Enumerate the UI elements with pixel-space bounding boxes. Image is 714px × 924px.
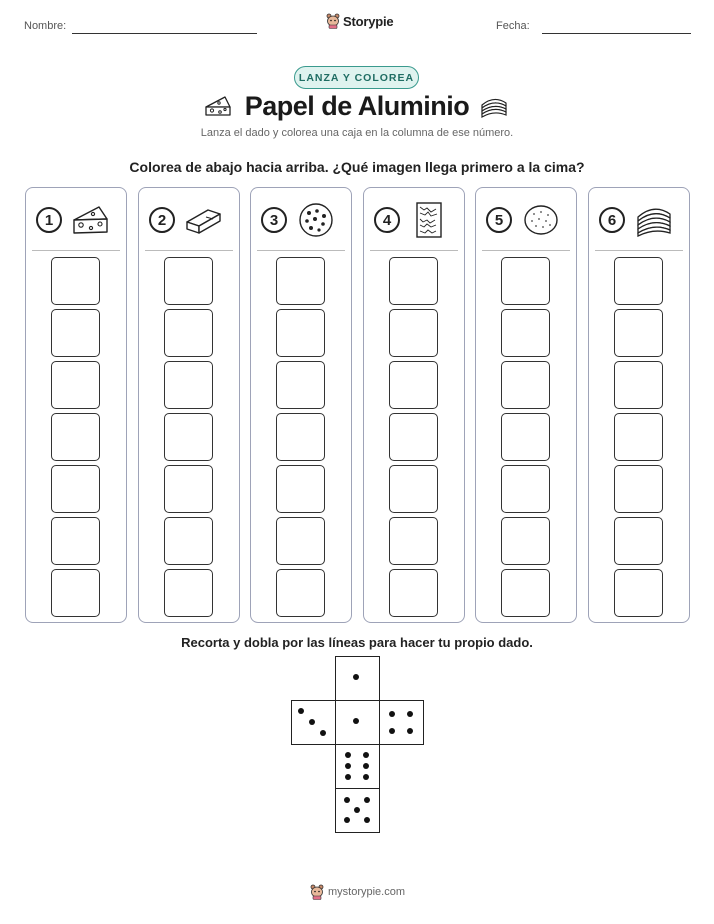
column-3 <box>250 187 352 623</box>
column-divider <box>32 250 120 251</box>
die-pip <box>344 817 350 823</box>
color-box[interactable] <box>501 309 550 357</box>
brand-name: Storypie <box>343 13 394 29</box>
storypie-mascot-icon <box>310 884 324 900</box>
color-box[interactable] <box>51 569 100 617</box>
column-number: 2 <box>149 207 175 233</box>
color-box[interactable] <box>276 257 325 305</box>
die-face-1 <box>335 656 380 701</box>
color-box[interactable] <box>276 413 325 461</box>
column-number: 3 <box>261 207 287 233</box>
storypie-mascot-icon <box>326 13 340 29</box>
color-box[interactable] <box>614 517 663 565</box>
cheese-icon <box>71 202 111 238</box>
die-pip <box>363 752 369 758</box>
color-box[interactable] <box>276 465 325 513</box>
name-line <box>72 33 257 34</box>
die-pip <box>363 763 369 769</box>
color-box[interactable] <box>164 257 213 305</box>
color-box[interactable] <box>389 413 438 461</box>
color-box[interactable] <box>164 517 213 565</box>
column-number: 5 <box>486 207 512 233</box>
column-divider <box>257 250 345 251</box>
date-line <box>542 33 691 34</box>
subtitle: Lanza el dado y colorea una caja en la columna de ese número. <box>200 127 514 139</box>
die-pip <box>353 674 359 680</box>
color-box[interactable] <box>51 465 100 513</box>
color-box[interactable] <box>276 569 325 617</box>
color-box[interactable] <box>501 257 550 305</box>
color-box[interactable] <box>501 361 550 409</box>
die-pip <box>345 774 351 780</box>
die-pip <box>309 719 315 725</box>
die-pip <box>344 797 350 803</box>
die-pip <box>407 728 413 734</box>
die-pip <box>364 797 370 803</box>
die-pip <box>407 711 413 717</box>
column-number: 1 <box>36 207 62 233</box>
color-box[interactable] <box>614 569 663 617</box>
color-box[interactable] <box>164 361 213 409</box>
sandwich-icon <box>478 93 510 119</box>
color-box[interactable] <box>614 413 663 461</box>
sandwich-icon <box>634 202 674 238</box>
color-box[interactable] <box>389 257 438 305</box>
color-box[interactable] <box>51 257 100 305</box>
die-pip <box>298 708 304 714</box>
column-divider <box>595 250 683 251</box>
color-box[interactable] <box>389 465 438 513</box>
color-box[interactable] <box>614 309 663 357</box>
cutout-instruction: Recorta y dobla por las líneas para hacer tu propio dado. <box>181 635 533 650</box>
color-box[interactable] <box>276 361 325 409</box>
color-box[interactable] <box>164 465 213 513</box>
brand-logo <box>326 13 393 29</box>
die-face-4 <box>379 700 424 745</box>
name-label: Nombre: <box>24 20 67 32</box>
color-box[interactable] <box>164 413 213 461</box>
activity-badge: LANZA Y COLOREA <box>294 66 419 89</box>
die-pip <box>353 718 359 724</box>
die-pip <box>345 763 351 769</box>
column-number: 4 <box>374 207 400 233</box>
color-box[interactable] <box>501 465 550 513</box>
foil-sheet-icon <box>409 202 449 238</box>
color-box[interactable] <box>614 257 663 305</box>
die-pip <box>320 730 326 736</box>
die-pip <box>354 807 360 813</box>
column-1 <box>25 187 127 623</box>
color-box[interactable] <box>501 569 550 617</box>
date-label: Fecha: <box>496 20 530 32</box>
color-box[interactable] <box>501 413 550 461</box>
color-box[interactable] <box>501 517 550 565</box>
column-divider <box>370 250 458 251</box>
footer-url: mystorypie.com <box>328 886 406 898</box>
potato-icon <box>521 202 561 238</box>
color-box[interactable] <box>276 309 325 357</box>
color-box[interactable] <box>51 413 100 461</box>
color-box[interactable] <box>164 569 213 617</box>
column-6 <box>588 187 690 623</box>
die-pip <box>363 774 369 780</box>
footer <box>310 884 405 900</box>
column-number: 6 <box>599 207 625 233</box>
die-face-3 <box>291 700 336 745</box>
column-4 <box>363 187 465 623</box>
column-divider <box>482 250 570 251</box>
column-2 <box>138 187 240 623</box>
die-pip <box>389 728 395 734</box>
cookie-icon <box>296 202 336 238</box>
color-box[interactable] <box>51 309 100 357</box>
color-box[interactable] <box>614 465 663 513</box>
die-pip <box>345 752 351 758</box>
column-5 <box>475 187 577 623</box>
color-box[interactable] <box>389 517 438 565</box>
color-box[interactable] <box>389 361 438 409</box>
color-box[interactable] <box>51 517 100 565</box>
color-box[interactable] <box>614 361 663 409</box>
die-face-1 <box>335 700 380 745</box>
color-box[interactable] <box>389 309 438 357</box>
butter-stick-icon <box>184 202 224 238</box>
color-box[interactable] <box>276 517 325 565</box>
column-divider <box>145 250 233 251</box>
die-face-6 <box>335 744 380 789</box>
die-face-5 <box>335 788 380 833</box>
color-box[interactable] <box>389 569 438 617</box>
color-box[interactable] <box>164 309 213 357</box>
page-title: Papel de Aluminio <box>244 91 470 121</box>
die-pip <box>389 711 395 717</box>
die-pip <box>364 817 370 823</box>
coloring-instruction: Colorea de abajo hacia arriba. ¿Qué imagen llega primero a la cima? <box>129 159 585 175</box>
color-box[interactable] <box>51 361 100 409</box>
